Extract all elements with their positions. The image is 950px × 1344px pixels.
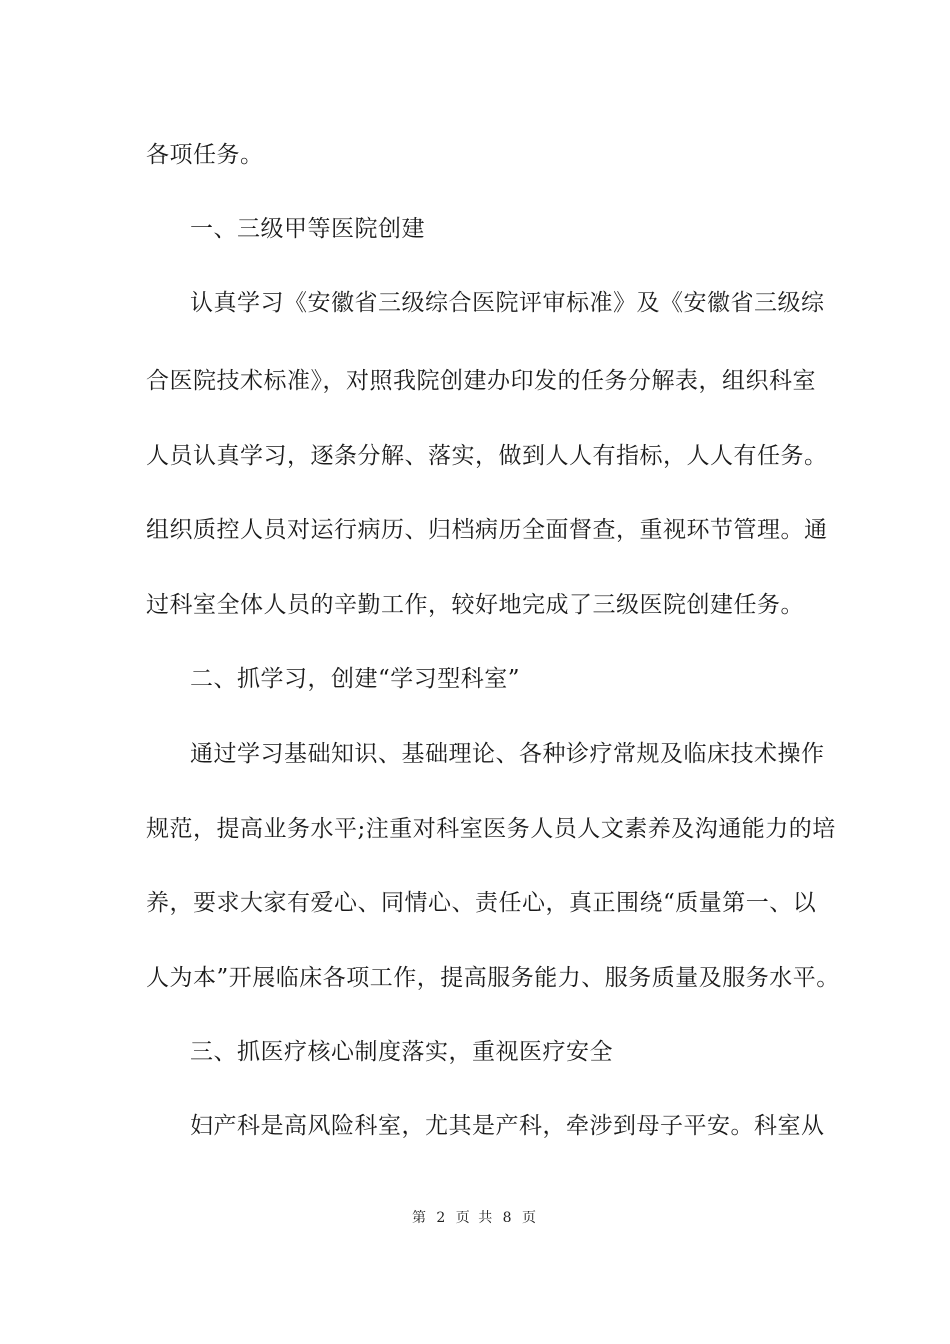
page-footer — [0, 1208, 950, 1228]
footer-prefix: 第 — [411, 1210, 428, 1226]
paragraph-line: 组织质控人员对运行病历、归档病历全面督查，重视环节管理。通 — [146, 517, 828, 543]
paragraph-line: 各项任务。 — [146, 142, 264, 168]
section-heading-3: 三、抓医疗核心制度落实，重视医疗安全 — [190, 1039, 613, 1065]
paragraph-line: 人为本”开展临床各项工作，提高服务能力、服务质量及服务水平。 — [146, 965, 840, 991]
footer-page-number: 2 — [436, 1210, 448, 1226]
footer-suffix: 页 — [522, 1210, 539, 1226]
paragraph-line: 通过学习基础知识、基础理论、各种诊疗常规及临床技术操作 — [190, 741, 825, 767]
paragraph-line: 妇产科是高风险科室，尤其是产科，牵涉到母子平安。科室从 — [190, 1113, 825, 1139]
paragraph-line: 认真学习《安徽省三级综合医院评审标准》及《安徽省三级综 — [190, 290, 825, 316]
paragraph-line: 人员认真学习，逐条分解、落实，做到人人有指标，人人有任务。 — [146, 443, 828, 469]
footer-total-pages: 8 — [502, 1210, 514, 1226]
footer-middle: 页 共 — [455, 1210, 495, 1226]
paragraph-line: 过科室全体人员的辛勤工作，较好地完成了三级医院创建任务。 — [146, 592, 804, 618]
paragraph-line: 规范，提高业务水平;注重对科室医务人员人文素养及沟通能力的培 — [146, 816, 836, 842]
section-heading-1: 一、三级甲等医院创建 — [190, 216, 425, 242]
section-heading-2: 二、抓学习，创建“学习型科室” — [190, 666, 521, 692]
paragraph-line: 合医院技术标准》，对照我院创建办印发的任务分解表，组织科室 — [146, 368, 816, 394]
paragraph-line: 养，要求大家有爱心、同情心、责任心，真正围绕“质量第一、以 — [146, 890, 817, 916]
